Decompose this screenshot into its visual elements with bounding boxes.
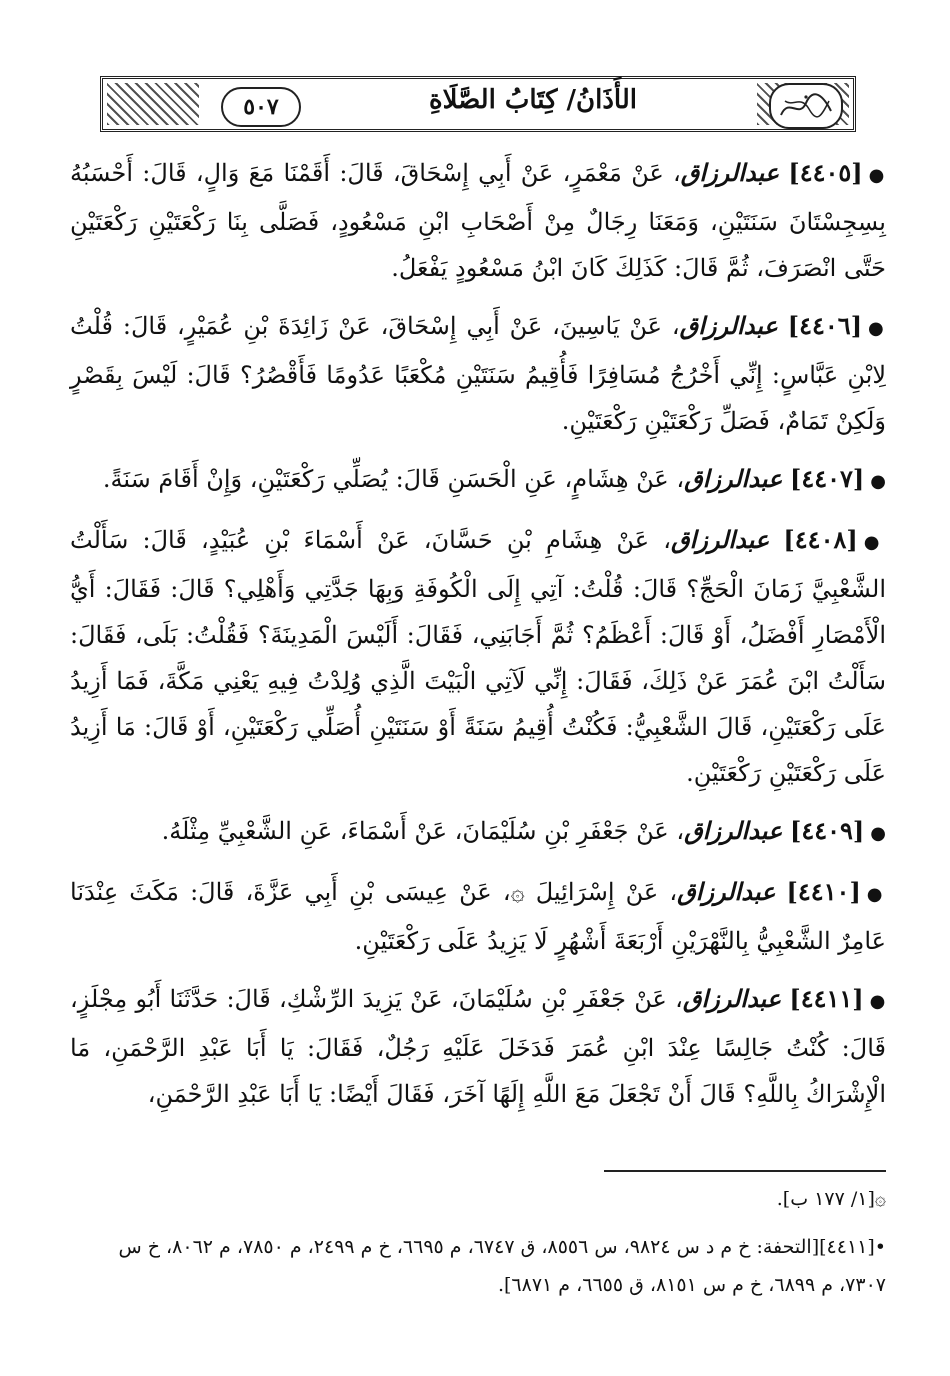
hadith-text: ، عَنْ مَعْمَرٍ، عَنْ أَبِي إِسْحَاقَ، قَالَ: أَقَمْنَا مَعَ وَالٍ، قَالَ: أَحْسَبُهُ بِسِجِسْتَانَ سَنَتَيْنِ، وَمَعَنَا رِجَالٌ مِنْ أَصْحَابِ ابْنِ مَسْعُودٍ، فَصَلَّى بِنَا رَكْعَتَيْنِ رَكْعَتَيْنِ حَتَّى انْصَرَفَ، ثُمَّ قَالَ: كَذَلِكَ كَانَ ابْنُ مَسْعُودٍ يَفْعَلُ. (70, 159, 886, 282)
hadith-entry (70, 869, 886, 964)
hadith-entry (70, 150, 886, 291)
hadith-number: [٤٤١٠] (786, 877, 861, 906)
narrator-name: عبدالرزاق (680, 158, 780, 187)
hadith-entry (70, 303, 886, 444)
narrator-name: عبدالرزاق (684, 816, 783, 845)
bullet-icon: ● (868, 318, 887, 339)
header-ornament-left (107, 83, 199, 125)
footnote: •[٤٤١١][التحفة: خ م د س ٩٨٢٤، س ٨٥٥٦، ق ٦٧٤٧، م ٦٦٩٥، خ م ٢٤٩٩، م ٧٨٥٠، م ٨٠٦٢، خ س ٧٣٠٧، م ٦٨٩٩، خ م س ٨١٥١، ق ٦٦٥٥، م ٦٨٧١]. (118, 1236, 886, 1296)
hadith-number: [٤٤٠٨] (783, 525, 858, 554)
bullet-icon: ● (866, 884, 886, 905)
hadith-number: [٤٤١١] (789, 984, 864, 1013)
hadith-text: ، عَنْ هِشَامِ بْنِ حَسَّانَ، عَنْ أَسْمَاءَ بْنِ عُبَيْدٍ، قَالَ: سَأَلْتُ الشَّعْبِيَّ زَمَانَ الْحَجِّ؟ قَالَ: قُلْتُ: آتِي إِلَى الْكُوفَةِ وَبِهَا جَدَّتِي وَأَهْلِي؟ قَالَ: فَقَالَ: أَيُّ الْأَمْصَارِ أَفْضَلُ، أَوْ قَالَ: أَعْظَمُ؟ ثُمَّ أَجَابَنِي، فَقَالَ: أَلَيْسَ الْمَدِينَةَ؟ فَقُلْتُ: بَلَى، فَقَالَ: سَأَلْتُ ابْنَ عُمَرَ عَنْ ذَلِكَ، فَقَالَ: إِنِّي لَآتِي الْبَيْتَ الَّذِي وُلِدْتُ فِيهِ يَعْنِي مَكَّةَ، فَمَا أَزِيدُ عَلَى رَكْعَتَيْنِ، قَالَ الشَّعْبِيُّ: فَكُنْتُ أُقِيمُ سَنَةً أَوْ سَنَتَيْنِ أُصَلِّي رَكْعَتَيْنِ، أَوْ قَالَ: مَا أَزِيدُ عَلَى رَكْعَتَيْنِ رَكْعَتَيْنِ. (70, 526, 886, 787)
hadith-number: [٤٤٠٩] (790, 816, 865, 845)
hadith-text: ، عَنْ إِسْرَائِيلَ ۞، عَنْ عِيسَى بْنِ أَبِي عَزَّةَ، قَالَ: مَكَثَ عِنْدَنَا عَامِرٌ الشَّعْبِيُّ بِالنَّهْرَيْنِ أَرْبَعَةَ أَشْهُرٍ لَا يَزِيدُ عَلَى رَكْعَتَيْنِ. (70, 878, 886, 955)
calligraphy-logo-icon (775, 89, 837, 123)
footnote: ۞[١/ ١٧٧ ب]. (776, 1188, 886, 1210)
bullet-icon: ● (868, 165, 886, 186)
narrator-name: عبدالرزاق (670, 525, 770, 554)
hadith-number: [٤٤٠٦] (787, 311, 863, 340)
hadith-entry (70, 456, 886, 505)
narrator-name: عبدالرزاق (682, 984, 782, 1013)
narrator-name: عبدالرزاق (677, 877, 776, 906)
bullet-icon: ● (869, 991, 886, 1012)
hadith-entry (70, 808, 886, 857)
footnote-divider (604, 1170, 886, 1172)
running-title: الأَذَانُ/ كِتَابُ الصَّلَاةِ (428, 85, 637, 115)
footnotes (70, 1180, 886, 1314)
hadith-entry (70, 976, 886, 1117)
hadith-entry (70, 517, 886, 796)
bullet-icon: ● (870, 823, 886, 844)
hadith-number: [٤٤٠٧] (790, 464, 865, 493)
hadith-text: ، عَنْ جَعْفَرِ بْنِ سُلَيْمَانَ، عَنْ أَسْمَاءَ، عَنِ الشَّعْبِيِّ مِثْلَهُ. (161, 817, 685, 845)
page-header (100, 76, 856, 132)
bullet-icon: ● (870, 471, 886, 492)
book-logo (769, 83, 843, 129)
hadith-text: ، عَنْ جَعْفَرِ بْنِ سُلَيْمَانَ، عَنْ يَزِيدَ الرِّشْكِ، قَالَ: حَدَّثَنَا أَبُو مِجْلَزٍ، قَالَ: كُنْتُ جَالِسًا عِنْدَ ابْنِ عُمَرَ فَدَخَلَ عَلَيْهِ رَجُلٌ، فَقَالَ: يَا أَبَا عَبْدِ الرَّحْمَنِ، مَا الْإِشْرَاكُ بِاللَّهِ؟ قَالَ أَنْ تَجْعَلَ مَعَ اللَّهِ إِلَهًا آخَرَ، فَقَالَ أَيْضًا: يَا أَبَا عَبْدِ الرَّحْمَنِ، (70, 985, 886, 1108)
hadith-number: [٤٤٠٥] (788, 158, 863, 187)
hadith-text: ، عَنْ هِشَامٍ، عَنِ الْحَسَنِ قَالَ: يُصَلِّي رَكْعَتَيْنِ، وَإِنْ أَقَامَ سَنَةً. (102, 465, 685, 493)
page-number: ٥٠٧ (221, 87, 301, 127)
bullet-icon: ● (863, 532, 886, 553)
main-text (70, 150, 886, 1129)
narrator-name: عبدالرزاق (684, 464, 783, 493)
hadith-text: ، عَنْ يَاسِينَ، عَنْ أَبِي إِسْحَاقَ، عَنْ زَائِدَةَ بْنِ عُمَيْرٍ، قَالَ: قُلْتُ لِابْنِ عَبَّاسٍ: إِنِّي أَخْرُجُ مُسَافِرًا فَأُقِيمُ سَنَتَيْنِ مُكْعَبًا عَدُومًا فَأَقْصُرُ؟ قَالَ: لَيْسَ بِقَصْرٍ وَلَكِنْ تَمَامٌ، فَصَلِّ رَكْعَتَيْنِ رَكْعَتَيْنِ. (70, 312, 886, 435)
narrator-name: عبدالرزاق (679, 311, 778, 340)
